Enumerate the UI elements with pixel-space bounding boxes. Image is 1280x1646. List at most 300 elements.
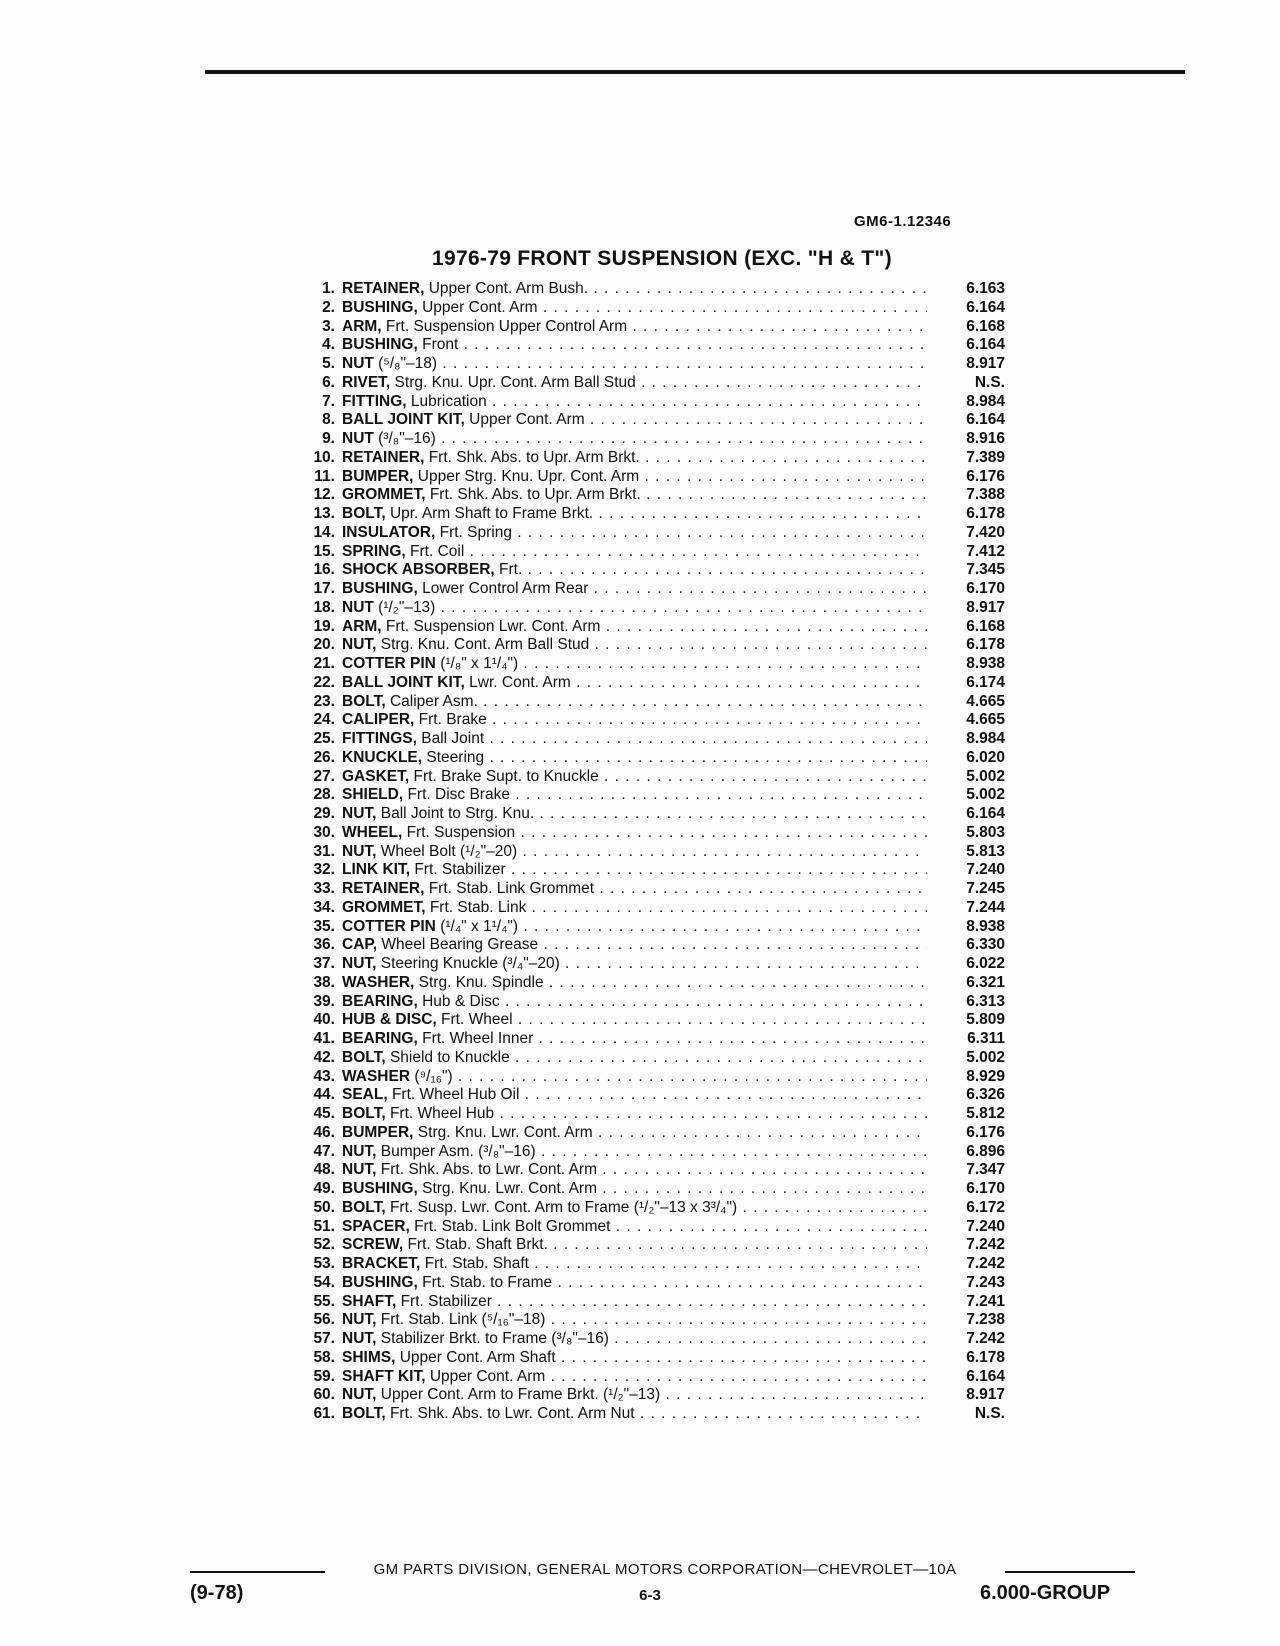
part-description bbox=[342, 1405, 927, 1424]
part-description bbox=[342, 468, 927, 487]
part-group-number: 4.665 bbox=[966, 692, 1005, 710]
part-description bbox=[342, 599, 927, 618]
part-name: NUT, bbox=[342, 1142, 377, 1160]
part-number: 37. bbox=[313, 955, 335, 972]
part-row bbox=[300, 843, 1060, 862]
part-number: 26. bbox=[313, 748, 335, 766]
part-row bbox=[300, 411, 1060, 430]
part-group-number: 6.168 bbox=[966, 317, 1005, 335]
footer-date: (9-78) bbox=[190, 1582, 244, 1604]
part-row bbox=[300, 280, 1060, 299]
part-detail: Upper Cont. Arm to Frame Brkt. (¹/₂"–13) bbox=[380, 1386, 661, 1404]
part-row bbox=[300, 1386, 1060, 1405]
part-name: FITTINGS, bbox=[342, 730, 417, 747]
part-group-number: 8.916 bbox=[966, 430, 1005, 447]
document-id: GM6-1.12346 bbox=[854, 213, 952, 230]
part-number: 16. bbox=[313, 561, 335, 579]
part-number: 13. bbox=[313, 505, 335, 522]
part-detail: Lubrication bbox=[410, 392, 487, 410]
part-detail: Frt. Suspension Lwr. Cont. Arm bbox=[385, 617, 601, 635]
part-name: KNUCKLE, bbox=[342, 748, 423, 766]
part-detail: (¹/₂"–13) bbox=[378, 598, 436, 616]
part-detail: Stabilizer Brkt. to Frame (³/₈"–16) bbox=[380, 1330, 609, 1347]
part-detail: (³/₈"–16) bbox=[378, 430, 436, 447]
footer-rule-right bbox=[1005, 1571, 1135, 1573]
footer-page-number: 6-3 bbox=[639, 1587, 661, 1604]
part-detail: Frt. Stabilizer bbox=[414, 861, 506, 879]
part-row bbox=[300, 711, 1060, 730]
part-description bbox=[342, 993, 927, 1012]
part-group-number: 6.163 bbox=[966, 280, 1005, 297]
part-detail: Frt. Stab. Shaft bbox=[424, 1255, 529, 1272]
part-detail: Frt. Disc Brake bbox=[407, 786, 510, 804]
part-name: INSULATOR, bbox=[342, 523, 436, 541]
part-name: GASKET, bbox=[342, 767, 410, 785]
part-number: 3. bbox=[322, 317, 335, 335]
part-group-number: 6.178 bbox=[966, 636, 1005, 654]
footer-publisher-line bbox=[190, 1561, 1135, 1581]
part-name: NUT, bbox=[342, 1161, 377, 1179]
part-name: NUT, bbox=[342, 955, 377, 972]
part-group-number: 8.984 bbox=[966, 730, 1005, 747]
part-number: 11. bbox=[314, 467, 335, 485]
part-description bbox=[342, 899, 927, 918]
part-group-number: 6.176 bbox=[966, 1123, 1005, 1141]
part-description bbox=[342, 1255, 927, 1274]
part-name: NUT bbox=[342, 430, 374, 447]
part-description bbox=[342, 880, 927, 899]
part-row bbox=[300, 768, 1060, 787]
part-row bbox=[300, 674, 1060, 693]
part-detail: Lower Control Arm Rear bbox=[422, 580, 589, 597]
part-row bbox=[300, 1311, 1060, 1330]
part-name: NUT bbox=[342, 355, 374, 372]
part-group-number: 7.389 bbox=[966, 448, 1005, 466]
part-number: 36. bbox=[313, 936, 335, 954]
part-group-number: 6.020 bbox=[966, 748, 1005, 766]
part-row bbox=[300, 1255, 1060, 1274]
part-detail: Upper Cont. Arm bbox=[422, 298, 538, 316]
part-name: BUMPER, bbox=[342, 467, 414, 485]
part-group-number: 6.168 bbox=[966, 617, 1005, 635]
part-number: 45. bbox=[313, 1105, 335, 1122]
part-detail: Shield to Knuckle bbox=[389, 1048, 510, 1066]
part-description bbox=[342, 1330, 927, 1349]
part-group-number: 5.002 bbox=[966, 1048, 1005, 1066]
part-name: BOLT, bbox=[342, 505, 386, 522]
part-row bbox=[300, 1011, 1060, 1030]
part-detail: Frt. Stab. Link Bolt Grommet bbox=[414, 1217, 611, 1235]
part-name: NUT bbox=[342, 598, 374, 616]
part-description bbox=[342, 730, 927, 749]
part-detail: Frt. Wheel Inner bbox=[422, 1030, 534, 1047]
part-group-number: 7.240 bbox=[966, 861, 1005, 879]
part-row bbox=[300, 655, 1060, 674]
part-detail: Frt. Shk. Abs. to Lwr. Cont. Arm bbox=[380, 1161, 597, 1179]
part-detail: Frt. Shk. Abs. to Lwr. Cont. Arm Nut bbox=[389, 1405, 635, 1422]
part-description bbox=[342, 786, 927, 805]
part-detail: Wheel Bolt (¹/₂"–20) bbox=[380, 842, 518, 860]
part-description bbox=[342, 355, 927, 374]
part-number: 54. bbox=[313, 1273, 335, 1291]
part-description bbox=[342, 1068, 927, 1087]
part-group-number: 7.243 bbox=[966, 1273, 1005, 1291]
part-group-number: 6.178 bbox=[966, 505, 1005, 522]
part-group-number: 8.917 bbox=[966, 355, 1005, 372]
part-group-number: 8.938 bbox=[966, 655, 1005, 672]
part-name: NUT, bbox=[342, 805, 377, 822]
part-group-number: 6.176 bbox=[966, 467, 1005, 485]
part-row bbox=[300, 824, 1060, 843]
part-description bbox=[342, 1086, 927, 1105]
part-row bbox=[300, 918, 1060, 937]
part-number: 47. bbox=[313, 1142, 335, 1160]
part-detail: Wheel Bearing Grease bbox=[381, 936, 539, 954]
part-group-number: 6.164 bbox=[966, 1367, 1005, 1385]
part-name: SEAL, bbox=[342, 1086, 388, 1104]
part-number: 55. bbox=[313, 1292, 335, 1310]
part-row bbox=[300, 1293, 1060, 1312]
part-row bbox=[300, 993, 1060, 1012]
part-detail: (⁹/₁₆") bbox=[414, 1067, 453, 1085]
part-group-number: 6.174 bbox=[966, 673, 1005, 691]
part-detail: Frt. Brake bbox=[418, 711, 487, 729]
part-row bbox=[300, 805, 1060, 824]
part-detail: (¹/₈" x 1¹/₄") bbox=[440, 655, 519, 672]
part-description bbox=[342, 449, 927, 468]
page-title: 1976-79 FRONT SUSPENSION (EXC. "H & T") bbox=[432, 247, 892, 270]
part-row bbox=[300, 1405, 1060, 1424]
parts-list bbox=[300, 280, 1060, 1424]
part-name: BOLT, bbox=[342, 1048, 386, 1066]
part-detail: Strg. Knu. Cont. Arm Ball Stud bbox=[380, 636, 590, 654]
part-row bbox=[300, 543, 1060, 562]
part-description bbox=[342, 280, 927, 299]
part-row bbox=[300, 430, 1060, 449]
footer-group: 6.000-GROUP bbox=[980, 1582, 1111, 1604]
part-row bbox=[300, 730, 1060, 749]
footer-rule-left bbox=[190, 1571, 325, 1573]
part-name: NUT, bbox=[342, 1311, 377, 1329]
part-description bbox=[342, 955, 927, 974]
part-name: NUT, bbox=[342, 1330, 377, 1347]
part-detail: Frt. Stab. Shaft Brkt. bbox=[407, 1236, 548, 1254]
part-number: 18. bbox=[313, 598, 335, 616]
part-row bbox=[300, 1049, 1060, 1068]
part-row bbox=[300, 1218, 1060, 1237]
part-number: 9. bbox=[322, 430, 335, 447]
part-detail: (¹/₄" x 1¹/₄") bbox=[440, 917, 519, 935]
part-number: 33. bbox=[313, 880, 335, 897]
part-row bbox=[300, 1349, 1060, 1368]
part-name: SHIELD, bbox=[342, 786, 404, 804]
part-detail: Frt. Suspension Upper Control Arm bbox=[385, 317, 628, 335]
part-number: 19. bbox=[313, 617, 335, 635]
part-name: COTTER PIN bbox=[342, 917, 436, 935]
part-description bbox=[342, 580, 927, 599]
part-group-number: 6.170 bbox=[966, 580, 1005, 597]
part-number: 23. bbox=[313, 692, 335, 710]
part-row bbox=[300, 636, 1060, 655]
part-name: BEARING, bbox=[342, 1030, 418, 1047]
part-number: 35. bbox=[313, 917, 335, 935]
part-description bbox=[342, 711, 927, 730]
part-name: GROMMET, bbox=[342, 898, 426, 916]
part-detail: Frt. Shk. Abs. to Upr. Arm Brkt. bbox=[428, 448, 640, 466]
part-group-number: 7.242 bbox=[966, 1255, 1005, 1272]
part-detail: Frt. Brake Supt. to Knuckle bbox=[413, 767, 599, 785]
part-row bbox=[300, 1236, 1060, 1255]
part-name: CALIPER, bbox=[342, 711, 415, 729]
part-number: 30. bbox=[313, 823, 335, 841]
part-detail: Strg. Knu. Lwr. Cont. Arm bbox=[422, 1180, 597, 1197]
part-name: HUB & DISC, bbox=[342, 1011, 437, 1029]
part-row bbox=[300, 355, 1060, 374]
part-number: 44. bbox=[313, 1086, 335, 1104]
part-row bbox=[300, 486, 1060, 505]
part-description bbox=[342, 918, 927, 937]
part-name: BOLT, bbox=[342, 1198, 386, 1216]
part-number: 49. bbox=[313, 1180, 335, 1197]
part-description bbox=[342, 1011, 927, 1030]
part-description bbox=[342, 1049, 927, 1068]
part-row bbox=[300, 1161, 1060, 1180]
part-group-number: 6.326 bbox=[966, 1086, 1005, 1104]
part-detail: Upper Cont. Arm Shaft bbox=[399, 1348, 556, 1366]
part-name: BALL JOINT KIT, bbox=[342, 673, 465, 691]
part-description bbox=[342, 618, 927, 637]
part-number: 6. bbox=[322, 373, 335, 391]
part-description bbox=[342, 936, 927, 955]
part-group-number: 6.896 bbox=[966, 1142, 1005, 1160]
part-name: SCREW, bbox=[342, 1236, 404, 1254]
part-description bbox=[342, 505, 927, 524]
part-description bbox=[342, 430, 927, 449]
part-detail: Upper Cont. Arm bbox=[469, 411, 585, 429]
part-name: NUT, bbox=[342, 1386, 377, 1404]
part-number: 42. bbox=[313, 1048, 335, 1066]
part-number: 34. bbox=[313, 898, 335, 916]
part-group-number: 7.420 bbox=[966, 523, 1005, 541]
part-detail: Frt. Susp. Lwr. Cont. Arm to Frame (¹/₂"–13 x 3³/₄") bbox=[389, 1198, 738, 1216]
part-name: COTTER PIN bbox=[342, 655, 436, 672]
part-number: 52. bbox=[313, 1236, 335, 1254]
part-detail: Frt. Shk. Abs. to Upr. Arm Brkt. bbox=[429, 486, 641, 504]
part-name: ARM, bbox=[342, 317, 382, 335]
part-group-number: 6.022 bbox=[966, 955, 1005, 972]
part-name: BOLT, bbox=[342, 692, 386, 710]
part-row bbox=[300, 1124, 1060, 1143]
part-row bbox=[300, 749, 1060, 768]
part-description bbox=[342, 674, 927, 693]
part-description bbox=[342, 1311, 927, 1330]
part-description bbox=[342, 636, 927, 655]
part-number: 20. bbox=[313, 636, 335, 654]
part-name: RETAINER, bbox=[342, 280, 425, 297]
part-detail: Frt. Coil bbox=[410, 542, 465, 560]
part-name: SHAFT KIT, bbox=[342, 1367, 426, 1385]
part-detail: Frt. Wheel bbox=[441, 1011, 513, 1029]
part-number: 56. bbox=[313, 1311, 335, 1329]
part-description bbox=[342, 974, 927, 993]
part-number: 8. bbox=[322, 411, 335, 429]
part-row bbox=[300, 1274, 1060, 1293]
part-description bbox=[342, 486, 927, 505]
part-description bbox=[342, 861, 927, 880]
part-detail: Upper Strg. Knu. Upr. Cont. Arm bbox=[417, 467, 640, 485]
part-number: 32. bbox=[313, 861, 335, 879]
part-number: 4. bbox=[322, 336, 335, 354]
part-group-number: 8.917 bbox=[966, 1386, 1005, 1404]
part-description bbox=[342, 843, 927, 862]
top-rule bbox=[205, 70, 1185, 74]
part-description bbox=[342, 318, 927, 337]
part-group-number: 7.238 bbox=[966, 1311, 1005, 1329]
part-group-number: 7.412 bbox=[966, 542, 1005, 560]
part-group-number: 8.929 bbox=[966, 1067, 1005, 1085]
part-row bbox=[300, 1143, 1060, 1162]
part-number: 14. bbox=[313, 523, 335, 541]
part-description bbox=[342, 1368, 927, 1387]
part-detail: Upper Cont. Arm Bush. bbox=[428, 280, 589, 297]
part-group-number: 5.002 bbox=[966, 786, 1005, 804]
part-description bbox=[342, 1199, 927, 1218]
part-name: BUSHING, bbox=[342, 298, 418, 316]
part-number: 43. bbox=[313, 1067, 335, 1085]
part-group-number: 8.917 bbox=[966, 598, 1005, 616]
part-description bbox=[342, 543, 927, 562]
part-name: BUMPER, bbox=[342, 1123, 414, 1141]
part-group-number: 6.313 bbox=[966, 992, 1005, 1010]
part-detail: Lwr. Cont. Arm bbox=[469, 673, 571, 691]
part-group-number: 6.164 bbox=[966, 411, 1005, 429]
part-group-number: 6.178 bbox=[966, 1348, 1005, 1366]
part-name: RETAINER, bbox=[342, 880, 425, 897]
part-row bbox=[300, 468, 1060, 487]
part-group-number: 8.984 bbox=[966, 392, 1005, 410]
part-name: SHAFT, bbox=[342, 1292, 397, 1310]
part-group-number: 6.164 bbox=[966, 805, 1005, 822]
part-description bbox=[342, 768, 927, 787]
part-number: 58. bbox=[313, 1348, 335, 1366]
part-detail: Frt. Spring bbox=[439, 523, 512, 541]
part-row bbox=[300, 1330, 1060, 1349]
part-detail: Frt. Stab. Link Grommet bbox=[428, 880, 595, 897]
part-row bbox=[300, 1086, 1060, 1105]
part-row bbox=[300, 318, 1060, 337]
part-row bbox=[300, 936, 1060, 955]
part-detail: Steering Knuckle (³/₄"–20) bbox=[380, 955, 560, 972]
part-number: 31. bbox=[313, 842, 335, 860]
part-number: 1. bbox=[322, 280, 335, 297]
part-group-number: 6.164 bbox=[966, 336, 1005, 354]
part-description bbox=[342, 749, 927, 768]
part-row bbox=[300, 299, 1060, 318]
part-number: 22. bbox=[313, 673, 335, 691]
part-row bbox=[300, 786, 1060, 805]
part-name: FITTING, bbox=[342, 392, 407, 410]
part-detail: Frt. Wheel Hub bbox=[389, 1105, 495, 1122]
part-row bbox=[300, 974, 1060, 993]
part-group-number: 5.809 bbox=[966, 1011, 1005, 1029]
part-group-number: 7.244 bbox=[966, 898, 1005, 916]
part-number: 24. bbox=[313, 711, 335, 729]
part-group-number: 7.347 bbox=[966, 1161, 1005, 1179]
part-description bbox=[342, 805, 927, 824]
part-group-number: 5.803 bbox=[966, 823, 1005, 841]
part-detail: Steering bbox=[426, 748, 485, 766]
part-row bbox=[300, 336, 1060, 355]
part-row bbox=[300, 1105, 1060, 1124]
part-group-number: N.S. bbox=[974, 373, 1005, 391]
part-description bbox=[342, 693, 927, 712]
part-description bbox=[342, 336, 927, 355]
part-detail: Frt. Stab. to Frame bbox=[422, 1273, 553, 1291]
part-number: 48. bbox=[313, 1161, 335, 1179]
part-description bbox=[342, 1349, 927, 1368]
part-description bbox=[342, 1274, 927, 1293]
part-number: 60. bbox=[313, 1386, 335, 1404]
part-group-number: 7.245 bbox=[966, 880, 1005, 897]
part-name: BALL JOINT KIT, bbox=[342, 411, 465, 429]
part-detail: (⁵/₈"–18) bbox=[378, 355, 438, 372]
part-number: 53. bbox=[313, 1255, 335, 1272]
part-description bbox=[342, 1180, 927, 1199]
part-group-number: 7.345 bbox=[966, 561, 1005, 579]
part-detail: Frt. Stab. Link (⁵/₁₆"–18) bbox=[380, 1311, 546, 1329]
part-number: 40. bbox=[313, 1011, 335, 1029]
part-number: 59. bbox=[313, 1367, 335, 1385]
part-row bbox=[300, 1199, 1060, 1218]
part-detail: Ball Joint to Strg. Knu. bbox=[380, 805, 535, 822]
part-name: RIVET, bbox=[342, 373, 391, 391]
part-number: 28. bbox=[313, 786, 335, 804]
part-number: 51. bbox=[313, 1217, 335, 1235]
part-group-number: 6.164 bbox=[966, 298, 1005, 316]
part-description bbox=[342, 824, 927, 843]
part-name: RETAINER, bbox=[342, 448, 425, 466]
part-name: NUT, bbox=[342, 842, 377, 860]
part-detail: Strg. Knu. Upr. Cont. Arm Ball Stud bbox=[394, 373, 636, 391]
part-group-number: 7.242 bbox=[966, 1330, 1005, 1347]
part-description bbox=[342, 1143, 927, 1162]
part-number: 46. bbox=[313, 1123, 335, 1141]
part-number: 2. bbox=[322, 298, 335, 316]
part-name: SPACER, bbox=[342, 1217, 410, 1235]
part-detail: Frt. Stabilizer bbox=[400, 1292, 492, 1310]
part-group-number: 6.170 bbox=[966, 1180, 1005, 1197]
part-row bbox=[300, 580, 1060, 599]
part-group-number: 7.242 bbox=[966, 1236, 1005, 1254]
part-description bbox=[342, 1105, 927, 1124]
part-detail: Caliper Asm. bbox=[389, 692, 478, 710]
part-name: SHOCK ABSORBER, bbox=[342, 561, 495, 579]
part-name: BEARING, bbox=[342, 992, 418, 1010]
part-name: WHEEL, bbox=[342, 823, 403, 841]
part-row bbox=[300, 1368, 1060, 1387]
part-description bbox=[342, 1161, 927, 1180]
part-group-number: 8.938 bbox=[966, 917, 1005, 935]
part-group-number: 7.388 bbox=[966, 486, 1005, 504]
part-number: 61. bbox=[313, 1405, 335, 1422]
part-row bbox=[300, 618, 1060, 637]
part-description bbox=[342, 411, 927, 430]
part-name: LINK KIT, bbox=[342, 861, 411, 879]
part-detail: Ball Joint bbox=[421, 730, 485, 747]
part-number: 38. bbox=[313, 973, 335, 991]
part-name: WASHER, bbox=[342, 973, 415, 991]
part-row bbox=[300, 449, 1060, 468]
